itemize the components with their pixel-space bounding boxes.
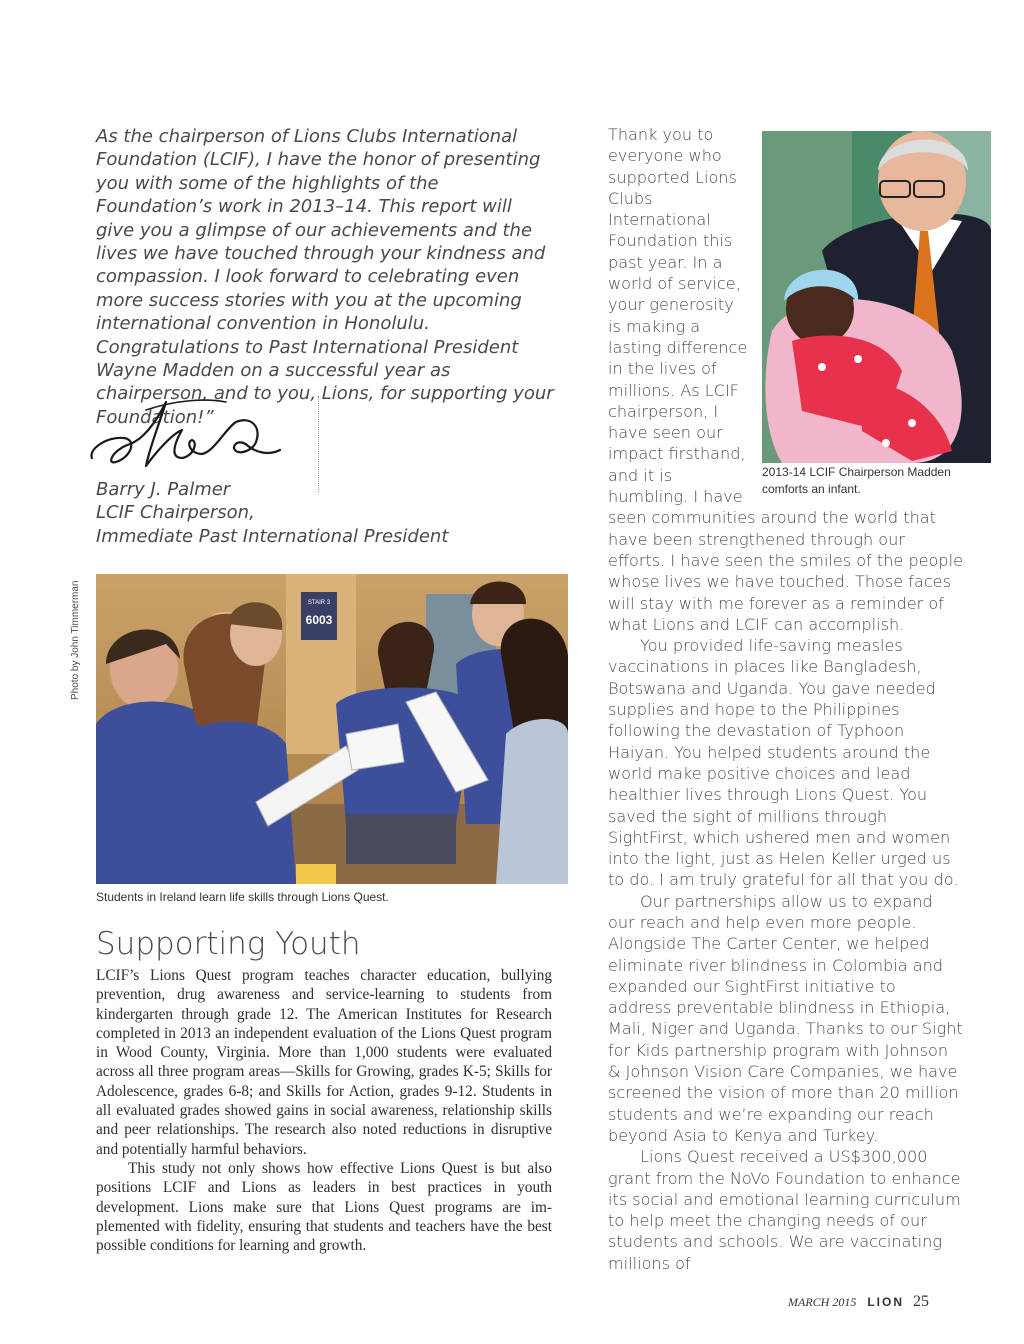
signer-name: Barry J. Palmer bbox=[96, 479, 231, 500]
body-paragraph: This study not only shows how effective Lions Quest is but also positions LCIF and Lions as leaders in best practices in youth development. Lions make sure that Lions Quest programs are implemented with fidelity, ensuring that students and teachers have the best possible conditions for learning and growth. bbox=[96, 1159, 552, 1255]
photo-credit: Photo by John Timmerman bbox=[70, 580, 81, 700]
letter-paragraph: Lions Quest received a US$300,000 grant from the NoVo Foundation to enhance its social and emotional learning curriculum to help meet the changing needs of our students and schools. We are vaccinating millions of bbox=[608, 1147, 961, 1273]
supporting-youth-body bbox=[96, 966, 552, 1255]
signature-image bbox=[86, 392, 282, 474]
letter-paragraph: You provided life-saving measles vaccinations in places like Bangladesh, Botswana and Uganda. You gave needed supplies and hope to the Philippines following the devastation of Typhoon Haiyan. You helped students around the world make positive choices and lead healthier lives through Lions Quest. You saved the sight of millions through SightFirst, which ushered men and women into the light, just as Helen Keller urged us to do. I am truly grateful for all that you do. bbox=[608, 636, 959, 890]
students-photo bbox=[96, 574, 568, 884]
page-number: 25 bbox=[913, 1293, 929, 1310]
signature-block bbox=[96, 478, 516, 548]
signer-title: LCIF Chairperson, bbox=[96, 502, 255, 524]
body-paragraph: LCIF’s Lions Quest program teaches character education, bullying prevention, drug awareness and service-learning to students from kindergarten through grade 12. The American Institutes for Research completed in 2013 an independent evaluation of the Lions Quest program in Wood County, Virginia. More than 1,000 students were evaluated across all three program areas—Skills for Growing, grades K-5; Skills for Adolescence, grades 6-8; and Skills for Action, grades 9-12. Students in all evaluated grades showed gains in social awareness, relationship skills and peer relationships. The research also noted reductions in disruptive and potentially harmful behaviors. bbox=[96, 967, 552, 1158]
footer-issue: MARCH 2015 bbox=[788, 1295, 857, 1309]
door-sign-line2: 6003 bbox=[305, 613, 333, 627]
page-footer bbox=[788, 1293, 929, 1311]
door-sign-line1: STAIR 3 bbox=[307, 600, 331, 606]
madden-photo-caption: 2013-14 LCIF Chairperson Madden comforts an infant. bbox=[762, 465, 951, 496]
chairperson-quote: As the chairperson of Lions Clubs International Foundation (LCIF), I have the honor of presenting you with some of the highlights of the Foundation’s work in 2013–14. This report will give you a glimpse of our achievements and the lives we have touched through your kindness and compassion. I look forward to celebrating even more success stories with you at the upcoming international convention in Honolulu. Congratulations to Past International President Wayne Madden on a successful year as chairperson, and to you, Lions, for supporting your Foundation!” bbox=[96, 126, 554, 428]
section-heading: Supporting Youth bbox=[96, 926, 361, 962]
photo-wrap-spacer bbox=[750, 124, 964, 504]
signer-subtitle: Immediate Past International President bbox=[96, 525, 449, 547]
letter-paragraph: Our partnerships allow us to expand our reach and help even more people. Alongside The Carter Center, we helped eliminate river blindness in Colombia and expanded our SightFirst initiative to address preventable blindness in Ethiopia, Mali, Niger and Uganda. Thanks to our Sight for Kids partnership program with Johnson & Johnson Vision Care Companies, we have screened the vision of more than 20 million students and we’re expanding our reach beyond Asia to Kenya and Turkey. bbox=[608, 891, 963, 1145]
students-photo-caption: Students in Ireland learn life skills through Lions Quest. bbox=[96, 890, 389, 904]
letter-column bbox=[608, 124, 964, 1274]
letter-paragraph: Thank you to everyone who supported Lions Clubs International Foundation this past year. In a world of service, your generosity is making a lasting difference in the lives of millions. As LCIF chairperson, I have seen our impact firsthand, and it is humbling. I have seen communities around the world that have been strengthened through our efforts. I have seen the smiles of the people whose lives we have touched. Those faces will stay with me forever as a reminder of what Lions and LCIF can accomplish. bbox=[608, 125, 963, 634]
footer-magazine: LION bbox=[867, 1295, 904, 1309]
